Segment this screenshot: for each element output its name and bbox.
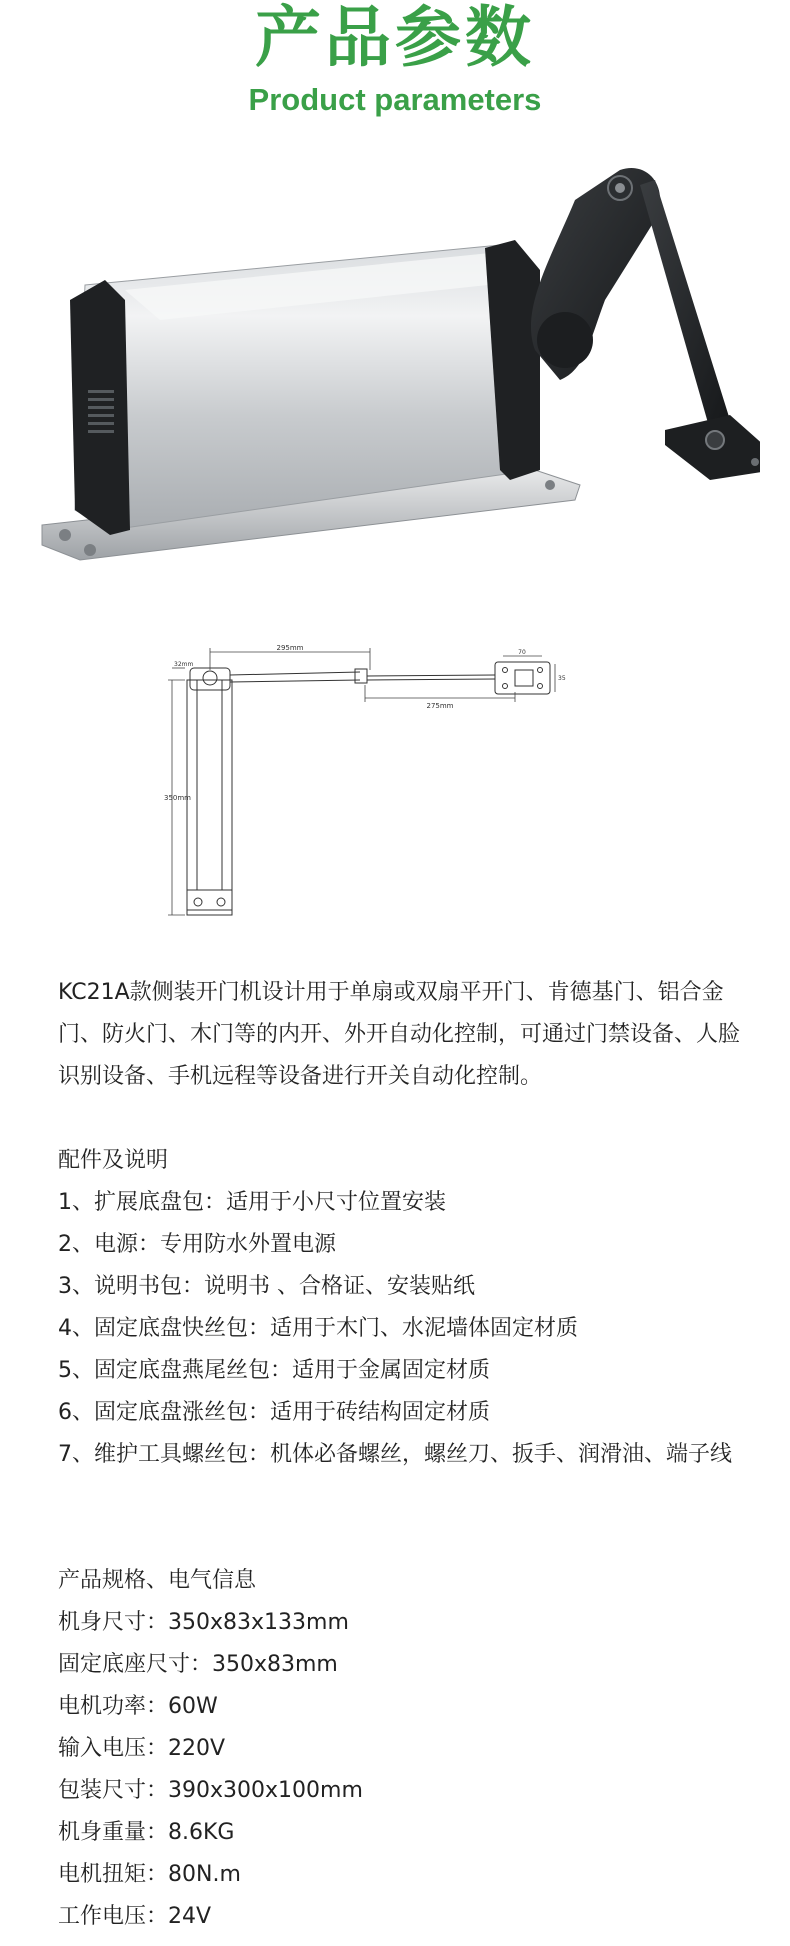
accessory-item: 4、固定底盘快丝包：适用于木门、水泥墙体固定材质: [58, 1316, 578, 1341]
dim-bracket: 70: [518, 649, 526, 656]
arm-assembly: [531, 168, 760, 480]
page-title: 产品参数: [255, 0, 535, 76]
accessory-item: 2、电源：专用防水外置电源: [58, 1232, 336, 1257]
dim-depth: 32mm: [174, 661, 194, 668]
accessory-item: 3、说明书包：说明书 、合格证、安装贴纸: [58, 1274, 475, 1299]
dim-arm-length: 275mm: [426, 702, 454, 710]
page-subtitle: Product parameters: [248, 82, 542, 117]
accessories-section: [58, 1140, 748, 1476]
spec-item: 固定底座尺寸：350x83mm: [58, 1652, 338, 1677]
spec-item: 输入电压：220V: [58, 1736, 226, 1761]
dimension-drawing: [160, 640, 660, 930]
product-description: [58, 972, 748, 1098]
spec-item: 机身重量：8.6KG: [58, 1820, 235, 1845]
product-photo: [30, 140, 760, 610]
dim-bracket-side: 35: [558, 675, 566, 682]
spec-item: 包装尺寸：390x300x100mm: [58, 1778, 363, 1803]
accessory-item: 1、扩展底盘包：适用于小尺寸位置安装: [58, 1190, 446, 1215]
spec-item: 机身尺寸：350x83x133mm: [58, 1610, 349, 1635]
dim-top-width: 295mm: [276, 644, 304, 652]
spec-item: 电机功率：60W: [58, 1694, 218, 1719]
accessories-heading: 配件及说明: [58, 1148, 169, 1173]
specs-heading: 产品规格、电气信息: [58, 1568, 257, 1593]
accessory-item: 6、固定底盘涨丝包：适用于砖结构固定材质: [58, 1400, 490, 1425]
spec-item: 电机扭矩：80N.m: [58, 1862, 241, 1887]
description-text: KC21A款侧装开门机设计用于单扇或双扇平开门、肯德基门、铝合金门、防火门、木门等的内开、外开自动化控制，可通过门禁设备、人脸识别设备、手机远程等设备进行开关自动化控制。: [58, 980, 741, 1089]
spec-item: 工作电压：24V: [58, 1904, 212, 1929]
accessory-item: 5、固定底盘燕尾丝包：适用于金属固定材质: [58, 1358, 490, 1383]
specs-section: [58, 1560, 748, 1938]
dim-height: 350mm: [164, 794, 191, 802]
accessory-item: 7、维护工具螺丝包：机体必备螺丝，螺丝刀、扳手、润滑油、端子线: [58, 1442, 732, 1467]
